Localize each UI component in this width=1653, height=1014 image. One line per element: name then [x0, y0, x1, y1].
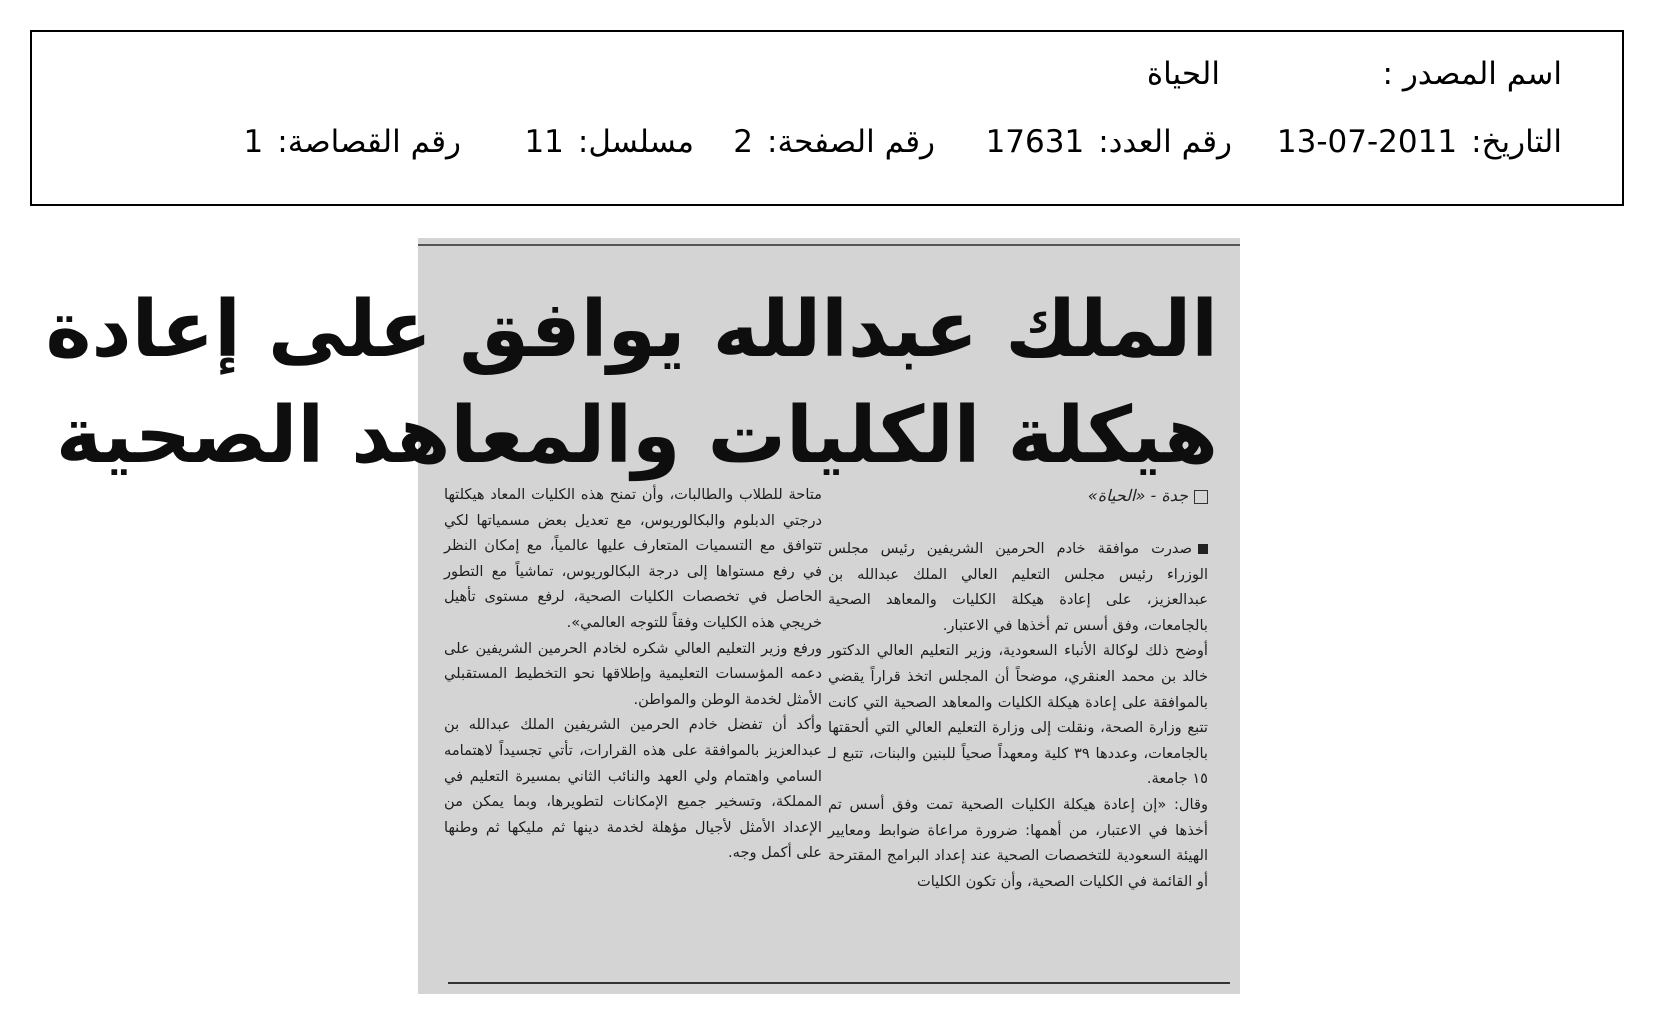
- headline-line-1: الملك عبدالله يوافق على إعادة: [45, 285, 1218, 375]
- clip-number-label: رقم القصاصة:: [277, 124, 461, 160]
- clipping-header-box: [30, 30, 1624, 206]
- source-label: اسم المصدر :: [1382, 56, 1562, 92]
- paragraph: صدرت موافقة خادم الحرمين الشريفين رئيس مجلس الوزراء رئيس مجلس التعليم العالي الملك عبدالله بن عبدالعزيز، على إعادة هيكلة الكليات والمعاهد الصحية بالجامعات، وفق أسس تم أخذها في الاعتبار.: [828, 540, 1208, 634]
- clip-number-value: 1: [243, 124, 264, 160]
- issue-label: رقم العدد:: [1098, 124, 1232, 160]
- serial-field: [524, 122, 694, 162]
- headline-line-2: هيكلة الكليات والمعاهد الصحية: [55, 391, 1218, 481]
- newspaper-clipping: [45, 238, 1240, 994]
- paragraph: ورفع وزير التعليم العالي شكره لخادم الحرمين الشريفين على دعمه المؤسسات التعليمية وإطلاقها نحو التخطيط المستقبلي الأمثل لخدمة الوطن والمواطن.: [444, 639, 822, 708]
- issue-value: 17631: [985, 124, 1085, 160]
- page-value: 2: [733, 124, 754, 160]
- paragraph: متاحة للطلاب والطالبات، وأن تمنح هذه الكليات المعاد هيكلتها درجتي الدبلوم والبكالوريوس، مع تعديل بعض مسمياتها لكي تتوافق مع التسميات المتعارف عليها عالمياً، مع إمكان النظر في رفع مستواها إلى درجة البكالوريوس، تماشياً مع التطور الحاصل في تخصصات الكليات الصحية، لرفع مستوى تأهيل خريجي هذه الكليات وفقاً للتوجه العالمي».: [444, 486, 822, 631]
- serial-label: مسلسل:: [577, 124, 694, 160]
- serial-value: 11: [524, 124, 564, 160]
- paragraph: أوضح ذلك لوكالة الأنباء السعودية، وزير التعليم العالي الدكتور خالد بن محمد العنقري، موضحاً أن المجلس اتخذ قراراً يقضي بالموافقة على إعادة هيكلة الكليات والمعاهد الصحية التي كانت تتبع وزارة الصحة، ونقلت إلى وزارة التعليم العالي التي ألحقتها بالجامعات، وعددها ٣٩ كلية ومعهداً صحياً للبنين والبنات، تتبع لـ ١٥ جامعة.: [828, 642, 1208, 788]
- dateline-box-icon: [1194, 490, 1208, 504]
- page-label: رقم الصفحة:: [767, 124, 935, 160]
- clipping-top-rule: [418, 244, 1240, 246]
- clip-number-field: [244, 122, 461, 162]
- bullet-square-icon: [1198, 544, 1208, 554]
- issue-field: [986, 122, 1232, 162]
- date-value: 2011-07-13: [1276, 124, 1458, 160]
- date-field: [1277, 122, 1562, 162]
- date-label: التاريخ:: [1471, 124, 1562, 160]
- paragraph: وأكد أن تفضل خادم الحرمين الشريفين الملك عبدالله بن عبدالعزيز بالموافقة على هذه القرارات، تأتي تجسيداً لاهتمامه السامي واهتمام ولي العهد والنائب الثاني بمسيرة التعليم في المملكة، وتسخير جميع الإمكانات لتطويرها، وبما يمكن من الإعداد الأمثل لأجيال مؤهلة لخدمة دينها ثم مليكها ثم وطنها على أكمل وجه.: [444, 716, 822, 862]
- article-column-right: [828, 536, 1208, 894]
- paragraph: وقال: «إن إعادة هيكلة الكليات الصحية تمت وفق أسس تم أخذها في الاعتبار، من أهمها: ضرورة مراعاة ضوابط ومعايير الهيئة السعودية للتخصصات الصحية عند إعداد البرامج المقترحة أو القائمة في الكليات الصحية، وأن تكون الكليات: [828, 795, 1208, 890]
- article-column-left: [444, 482, 822, 866]
- page-field: [733, 122, 935, 162]
- source-value: الحياة: [1146, 56, 1220, 92]
- clipping-bottom-rule: [448, 982, 1230, 984]
- article-dateline: جدة - «الحياة»: [1088, 486, 1208, 505]
